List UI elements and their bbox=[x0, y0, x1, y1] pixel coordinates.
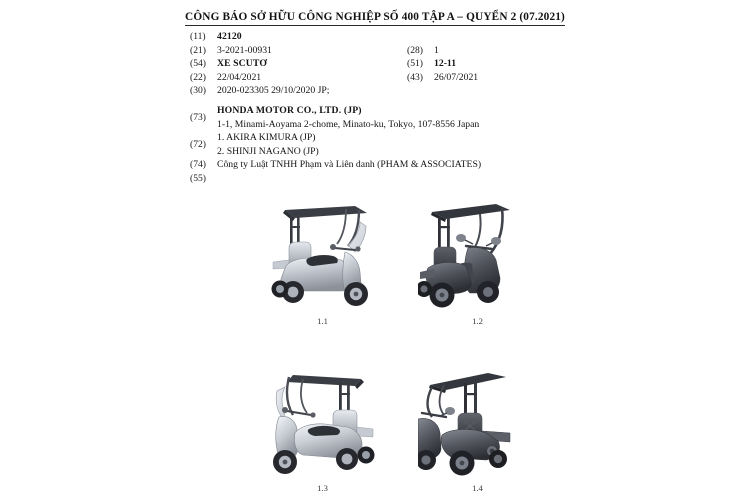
biblio-row-designers bbox=[190, 131, 610, 158]
biblio-row-applicant bbox=[190, 104, 610, 131]
figure-caption: 1.2 bbox=[472, 316, 483, 326]
figure-1-4-image bbox=[418, 363, 538, 481]
applicant-name: HONDA MOTOR CO., LTD. (JP) bbox=[217, 104, 362, 116]
figure-row-bottom bbox=[255, 363, 545, 494]
applicant-address: 1-1, Minami-Aoyama 2-chome, Minato-ku, Tokyo, 107-8556 Japan bbox=[217, 118, 480, 130]
biblio-row bbox=[190, 30, 610, 44]
designer-stack bbox=[217, 131, 319, 158]
inid-code: (72) bbox=[190, 138, 206, 150]
inid-value: 3-2021-00931 bbox=[217, 44, 272, 56]
figure-1-2 bbox=[410, 196, 545, 327]
figure-1-4 bbox=[410, 363, 545, 494]
gazette-title: CÔNG BÁO SỞ HỮU CÔNG NGHIỆP SỐ 400 TẬP A – QUYỂN 2 (07.2021) bbox=[185, 11, 565, 26]
inid-code: (73) bbox=[190, 111, 206, 123]
design-figures bbox=[255, 196, 545, 494]
figure-1-3-image bbox=[263, 363, 383, 481]
inid-code: (21) bbox=[190, 44, 206, 56]
biblio-row bbox=[190, 57, 610, 71]
figure-caption: 1.3 bbox=[317, 483, 328, 493]
inid-code-secondary: (51) bbox=[407, 58, 423, 70]
biblio-row bbox=[190, 71, 610, 85]
figure-caption: 1.1 bbox=[317, 316, 328, 326]
filing-date: 22/04/2021 bbox=[217, 71, 262, 83]
document-header bbox=[0, 7, 750, 26]
figure-1-1 bbox=[255, 196, 390, 327]
inid-code-secondary: (43) bbox=[407, 71, 423, 83]
inid-code: (30) bbox=[190, 85, 206, 97]
inid-value-secondary: 1 bbox=[434, 44, 439, 56]
inid-code: (54) bbox=[190, 58, 206, 70]
design-title: XE SCUTƠ bbox=[217, 58, 268, 70]
figure-caption: 1.4 bbox=[472, 483, 483, 493]
biblio-row-representative bbox=[190, 158, 610, 172]
figure-1-1-image bbox=[263, 196, 383, 314]
inid-value: 42120 bbox=[217, 31, 242, 42]
inid-code: (22) bbox=[190, 71, 206, 83]
locarno-class: 12-11 bbox=[434, 58, 457, 70]
biblio-row bbox=[190, 84, 610, 98]
figure-1-3 bbox=[255, 363, 390, 494]
publication-date: 26/07/2021 bbox=[434, 71, 479, 83]
inid-code: (55) bbox=[190, 172, 206, 184]
figure-1-2-image bbox=[418, 196, 538, 314]
inid-code: (11) bbox=[190, 31, 206, 42]
biblio-row bbox=[190, 44, 610, 58]
representative-name: Công ty Luật TNHH Phạm và Liên danh (PHAM & ASSOCIATES) bbox=[217, 159, 482, 171]
applicant-stack bbox=[217, 104, 479, 131]
designer-name: 1. AKIRA KIMURA (JP) bbox=[217, 132, 316, 144]
figure-row-top bbox=[255, 196, 545, 327]
designer-name: 2. SHINJI NAGANO (JP) bbox=[217, 145, 319, 157]
bibliographic-data-block bbox=[190, 30, 610, 186]
inid-code: (74) bbox=[190, 159, 206, 171]
inid-code-secondary: (28) bbox=[407, 44, 423, 56]
biblio-row-abstract bbox=[190, 172, 610, 186]
priority-data: 2020-023305 29/10/2020 JP; bbox=[217, 85, 330, 97]
